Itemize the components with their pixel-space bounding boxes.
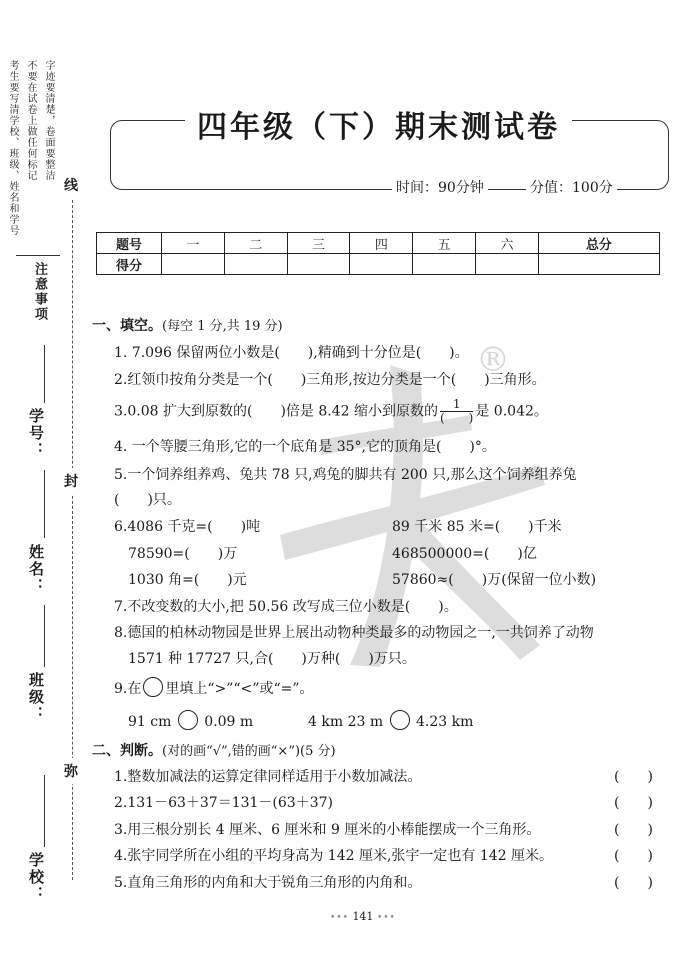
score-col-4: 四 [350, 233, 413, 254]
score-table-label-score: 得分 [97, 254, 162, 275]
judge-answer-2[interactable]: ( ) [614, 795, 653, 811]
page-dots-right: ••• [376, 913, 396, 923]
judge-answer-3[interactable]: ( ) [614, 822, 653, 838]
question-1-9-post: 里填上“>”“<”或“=”。 [165, 681, 314, 697]
question-1-5a: 5.一个饲养组养鸡、兔共 78 只,鸡兔的脚共有 200 只,那么这个饲养组养兔 [114, 467, 577, 483]
score-table [96, 232, 660, 275]
compare-b-circle[interactable] [390, 710, 410, 730]
judge-answer-5[interactable]: ( ) [614, 875, 653, 891]
fraction-numerator: 1 [440, 398, 473, 412]
student-id-line[interactable] [44, 345, 45, 403]
compare-a-left: 91 cm [128, 714, 172, 730]
judge-item-2: 2.131－63＋37＝131－(63＋37) [114, 795, 333, 811]
question-1-3 [114, 398, 548, 425]
school-label: 学校： [27, 852, 45, 903]
section2-title: 二、判断。 [92, 743, 162, 759]
judge-item-1: 1.整数加减法的运算定律同样适用于小数加减法。 [114, 769, 422, 785]
score-cell-5[interactable] [413, 254, 476, 275]
score-cell-4[interactable] [350, 254, 413, 275]
question-1-3-part-b: 是 0.042。 [475, 403, 548, 420]
judge-item-4: 4.张宇同学所在小组的平均身高为 142 厘米,张宇一定也有 142 厘米。 [114, 848, 554, 864]
score-table-score-row [97, 254, 660, 275]
score-cell-6[interactable] [476, 254, 539, 275]
question-1-9-pre: 9.在 [114, 681, 142, 697]
question-1-6-right-3: 57860≈( )万(保留一位小数) [392, 572, 597, 588]
student-id-label: 学号： [27, 408, 45, 459]
score-col-6: 六 [476, 233, 539, 254]
question-1-4: 4. 一个等腰三角形,它的一个底角是 35°,它的顶角是( )°。 [114, 439, 496, 455]
question-1-3-part-a: 3.0.08 扩大到原数的( )倍是 8.42 缩小到原数的 [114, 403, 438, 420]
compare-a-right: 0.09 m [204, 714, 254, 730]
page-number [330, 910, 396, 923]
section1-title: 一、填空。 [92, 318, 162, 334]
judge-answer-1[interactable]: ( ) [614, 769, 653, 785]
question-1-6-left-3: 1030 角=( )元 [128, 572, 247, 588]
score-col-3: 三 [287, 233, 350, 254]
compare-b-right: 4.23 km [416, 714, 474, 730]
section2-heading [92, 740, 336, 760]
exam-notes-2 [24, 60, 36, 181]
page-title: 四年级（下）期末测试卷 [185, 102, 572, 146]
question-1-5b: ( )只。 [114, 492, 181, 508]
question-1-6-left-2: 78590=( )万 [128, 546, 238, 562]
question-1-6-right-1: 89 千米 85 米=( )千米 [392, 519, 562, 535]
fraction [440, 398, 473, 425]
notes-title: 注意事项 [32, 262, 47, 322]
score-col-2: 二 [224, 233, 287, 254]
registered-mark: ® [476, 340, 510, 380]
section2-note: (对的画“√”,错的画“×”)(5 分) [162, 744, 336, 759]
section1-heading [92, 315, 283, 335]
question-1-9-compare-b [308, 710, 473, 730]
exam-note-2: 不要在试卷上做任何标记 [25, 60, 36, 181]
seal-char-close: 弥 [64, 758, 78, 784]
score-cell-3[interactable] [287, 254, 350, 275]
score-col-1: 一 [162, 233, 225, 254]
question-1-7: 7.不改变数的大小,把 50.56 改写成三位小数是( )。 [114, 599, 458, 615]
judge-item-5: 5.直角三角形的内角和大于锐角三角形的内角和。 [114, 875, 422, 891]
page-dots-left: ••• [330, 913, 349, 923]
score-table-label-number: 题号 [97, 233, 162, 254]
question-1-2: 2.红领巾按角分类是一个( )三角形,按边分类是一个( )三角形。 [114, 372, 546, 388]
page-number-text: 141 [352, 910, 374, 923]
name-line[interactable] [44, 470, 45, 538]
judge-item-3: 3.用三根分别长 4 厘米、6 厘米和 9 厘米的小棒能摆成一个三角形。 [114, 822, 541, 838]
question-1-8a: 8.德国的柏林动物园是世界上展出动物种类最多的动物园之一,一共饲养了动物 [114, 625, 594, 641]
exam-notes [6, 60, 18, 236]
class-line[interactable] [44, 605, 45, 667]
exam-note-1: 考生要写清学校、班级、姓名和学号 [7, 60, 18, 236]
question-1-8b: 1571 种 17727 只,合( )万种( )万只。 [128, 651, 416, 667]
question-1-6-right-2: 468500000=( )亿 [392, 546, 537, 562]
compare-b-left: 4 km 23 m [308, 714, 384, 730]
name-label: 姓名： [27, 544, 45, 595]
score-cell-2[interactable] [224, 254, 287, 275]
circle-blank-icon [143, 677, 163, 697]
score-cell-1[interactable] [162, 254, 225, 275]
question-1-1: 1. 7.096 保留两位小数是( ),精确到十分位是( )。 [114, 345, 469, 361]
score-col-5: 五 [413, 233, 476, 254]
exam-note-3: 字迹要清楚，卷面要整洁 [43, 60, 54, 181]
seal-char-line: 线 [64, 172, 78, 198]
exam-notes-3 [42, 60, 54, 181]
school-line[interactable] [44, 775, 45, 847]
compare-a-circle[interactable] [178, 710, 198, 730]
class-label: 班级： [27, 672, 45, 723]
score-table-header-row [97, 233, 660, 254]
section1-note: (每空 1 分,共 19 分) [162, 319, 283, 334]
score-cell-total[interactable] [538, 254, 659, 275]
question-1-9-compare-a [128, 710, 253, 730]
score-col-total: 总分 [538, 233, 659, 254]
judge-answer-4[interactable]: ( ) [614, 848, 653, 864]
notes-divider [16, 255, 60, 256]
exam-score: 分值：100分 [526, 177, 617, 197]
fraction-denominator: ( ) [439, 411, 474, 425]
question-1-9 [114, 677, 314, 698]
seal-char-seal: 封 [64, 468, 78, 494]
exam-time: 时间：90分钟 [392, 177, 488, 197]
question-1-6-left-1: 6.4086 千克=( )吨 [114, 519, 261, 535]
